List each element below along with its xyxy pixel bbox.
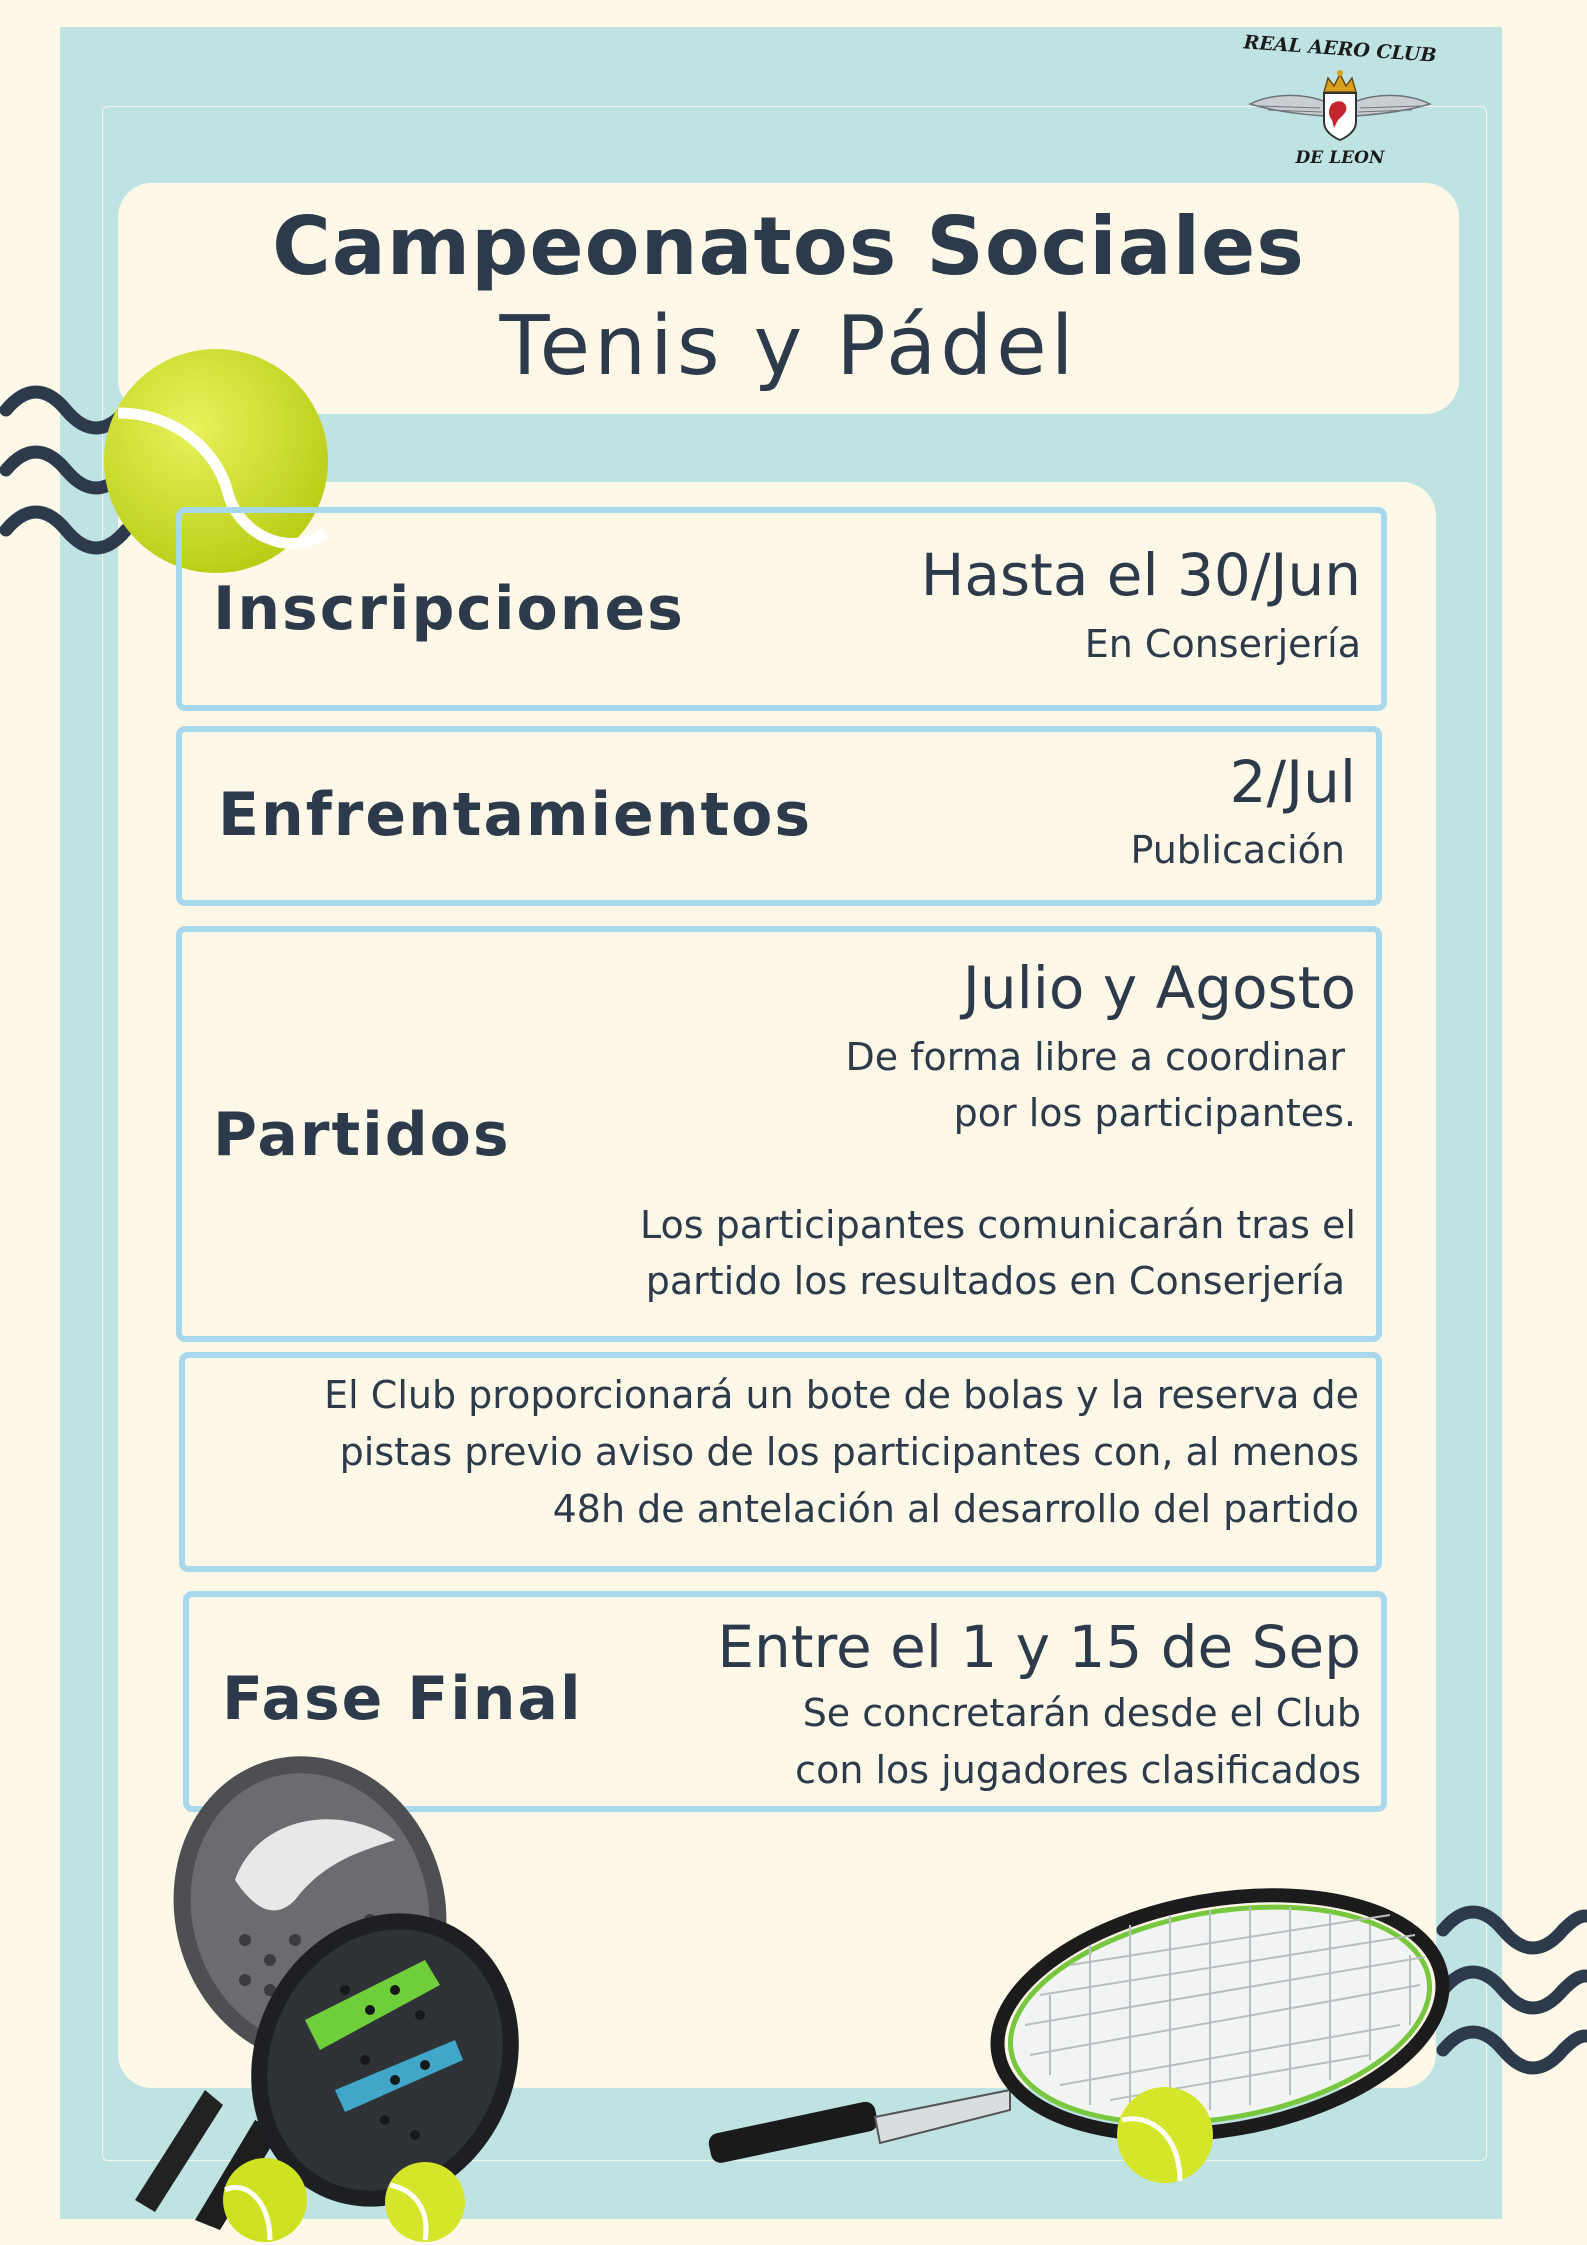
- section-label: Inscripciones: [213, 574, 685, 644]
- page-subtitle: Tenis y Pádel: [499, 299, 1078, 394]
- section-detail: Se concretarán desde el Club: [802, 1691, 1361, 1735]
- club-name-top: REAL AERO CLUB: [1242, 31, 1438, 67]
- club-logo: [1240, 30, 1440, 180]
- section-label: Enfrentamientos: [218, 780, 813, 850]
- note-line: 48h de antelación al desarrollo del partido: [552, 1487, 1359, 1531]
- section-label: Fase Final: [222, 1664, 583, 1734]
- section-detail: por los participantes.: [953, 1091, 1356, 1135]
- section-detail: Los participantes comunicarán tras el: [640, 1203, 1356, 1247]
- section-headline: Hasta el 30/Jun: [920, 541, 1361, 609]
- section-headline: 2/Jul: [1229, 748, 1356, 816]
- page-title: Campeonatos Sociales: [272, 200, 1305, 293]
- section-headline: Julio y Agosto: [962, 954, 1356, 1022]
- section-detail: con los jugadores clasificados: [795, 1748, 1361, 1792]
- section-detail: partido los resultados en Conserjería: [645, 1259, 1345, 1303]
- note-line: pistas previo aviso de los participantes con, al menos: [339, 1430, 1359, 1474]
- section-detail: En Conserjería: [1084, 622, 1361, 666]
- padel-racket-icon: [95, 1760, 595, 2240]
- section-label: Partidos: [213, 1100, 511, 1170]
- section-detail: Publicación: [1130, 828, 1345, 872]
- note-line: El Club proporcionará un bote de bolas y la reserva de: [324, 1373, 1359, 1417]
- tennis-racket-icon: [710, 1885, 1470, 2225]
- club-name-bottom: DE LEON: [1295, 148, 1385, 168]
- section-headline: Entre el 1 y 15 de Sep: [717, 1613, 1361, 1681]
- section-detail: De forma libre a coordinar: [845, 1035, 1345, 1079]
